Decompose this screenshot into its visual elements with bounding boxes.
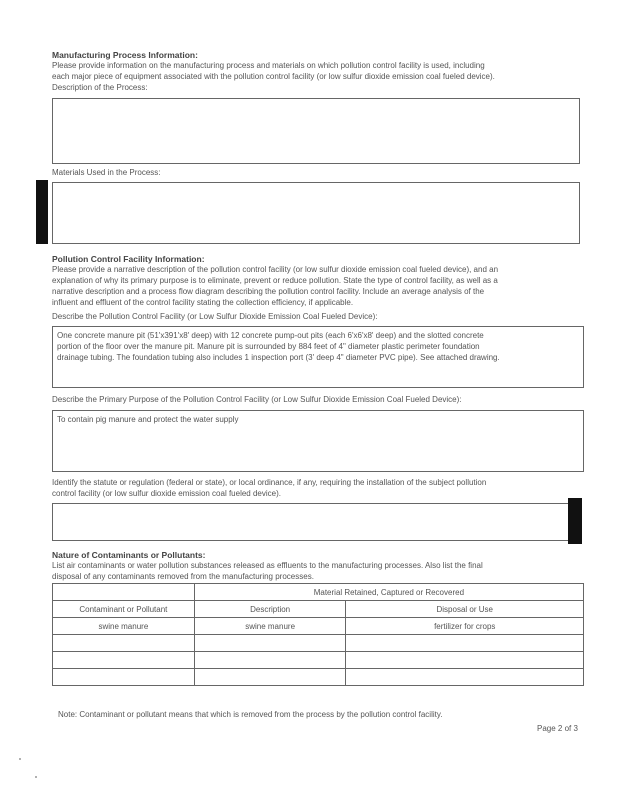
cell-contaminant[interactable] — [53, 635, 195, 652]
table-row — [53, 618, 584, 635]
col-description: Description — [194, 601, 346, 618]
manufacturing-instruction-2: each major piece of equipment associated with the pollution control facility (or low sulfur dioxide emission coal fueled device). — [52, 72, 495, 81]
cell-disposal[interactable] — [346, 669, 584, 686]
manufacturing-heading: Manufacturing Process Information: — [52, 50, 198, 60]
manufacturing-instruction-1: Please provide information on the manufacturing process and materials on which pollution control facility is used, including — [52, 61, 485, 70]
table-header-row — [53, 601, 584, 618]
cell-disposal[interactable] — [346, 652, 584, 669]
describe-label: Describe the Pollution Control Facility (or Low Sulfur Dioxide Emission Coal Fueled Device): — [52, 312, 378, 321]
table-row — [53, 635, 584, 652]
pollution-instruction-4: influent and effluent of the control facility stating the collection efficiency, if applicable. — [52, 298, 354, 307]
redaction-bar-right — [568, 498, 582, 544]
purpose-field[interactable] — [52, 410, 584, 472]
pollution-heading: Pollution Control Facility Information: — [52, 254, 205, 264]
scan-speck — [35, 776, 37, 778]
cell-contaminant[interactable]: swine manure — [53, 618, 195, 635]
contaminants-heading: Nature of Contaminants or Pollutants: — [52, 550, 206, 560]
describe-line-3: drainage tubing. The foundation tubing also includes 1 inspection port (3' deep 4" diameter PVC pipe). See attached drawing. — [57, 353, 500, 362]
cell-description[interactable]: swine manure — [194, 618, 346, 635]
redaction-bar-left — [36, 180, 48, 244]
cell-disposal[interactable] — [346, 635, 584, 652]
table-row — [53, 669, 584, 686]
pollution-instruction-3: narrative description and a process flow diagram describing the pollution control facility. Include an average analysis of the — [52, 287, 485, 296]
col-disposal: Disposal or Use — [346, 601, 584, 618]
contaminants-instruction-2: disposal of any contaminants removed from the manufacturing processes. — [52, 572, 314, 581]
statute-label-2: control facility (or low sulfur dioxide emission coal fueled device). — [52, 489, 281, 498]
cell-contaminant[interactable] — [53, 652, 195, 669]
materials-field[interactable] — [52, 182, 580, 244]
purpose-label: Describe the Primary Purpose of the Pollution Control Facility (or Low Sulfur Dioxide Emission Coal Fueled Device): — [52, 395, 462, 404]
cell-description[interactable] — [194, 635, 346, 652]
col-contaminant: Contaminant or Pollutant — [53, 601, 195, 618]
cell-disposal[interactable]: fertilizer for crops — [346, 618, 584, 635]
note: Note: Contaminant or pollutant means that which is removed from the process by the pollution control facility. — [58, 710, 443, 719]
pollution-instruction-1: Please provide a narrative description of the pollution control facility (or low sulfur dioxide emission coal fueled device), and an — [52, 265, 499, 274]
statute-field[interactable] — [52, 503, 570, 541]
cell-description[interactable] — [194, 669, 346, 686]
describe-field[interactable] — [52, 326, 584, 388]
page-number: Page 2 of 3 — [537, 724, 578, 733]
cell-contaminant[interactable] — [53, 669, 195, 686]
materials-label: Materials Used in the Process: — [52, 168, 161, 177]
description-label: Description of the Process: — [52, 83, 148, 92]
pollution-instruction-2: explanation of why its primary purpose is to eliminate, prevent or reduce pollution. State the type of control facility, as well as a — [52, 276, 498, 285]
contaminants-instruction-1: List air contaminants or water pollution substances released as effluents to the manufacturing processes. Also list the final — [52, 561, 483, 570]
table-row — [53, 652, 584, 669]
description-field[interactable] — [52, 98, 580, 164]
table-group-header-row — [53, 584, 584, 601]
table-cell-empty — [53, 584, 195, 601]
statute-label-1: Identify the statute or regulation (federal or state), or local ordinance, if any, requiring the installation of the subject pollution — [52, 478, 487, 487]
cell-description[interactable] — [194, 652, 346, 669]
describe-line-1: One concrete manure pit (51'x391'x8' deep) with 12 concrete pump-out pits (each 6'x6'x8' deep) and the slotted concrete — [57, 331, 484, 340]
group-header: Material Retained, Captured or Recovered — [194, 584, 583, 601]
purpose-value: To contain pig manure and protect the water supply — [57, 415, 239, 424]
describe-line-2: portion of the floor over the manure pit. Manure pit is surrounded by 884 feet of 4" diameter plastic perimeter foundation — [57, 342, 480, 351]
scan-speck — [19, 758, 21, 760]
contaminants-table — [52, 583, 584, 686]
